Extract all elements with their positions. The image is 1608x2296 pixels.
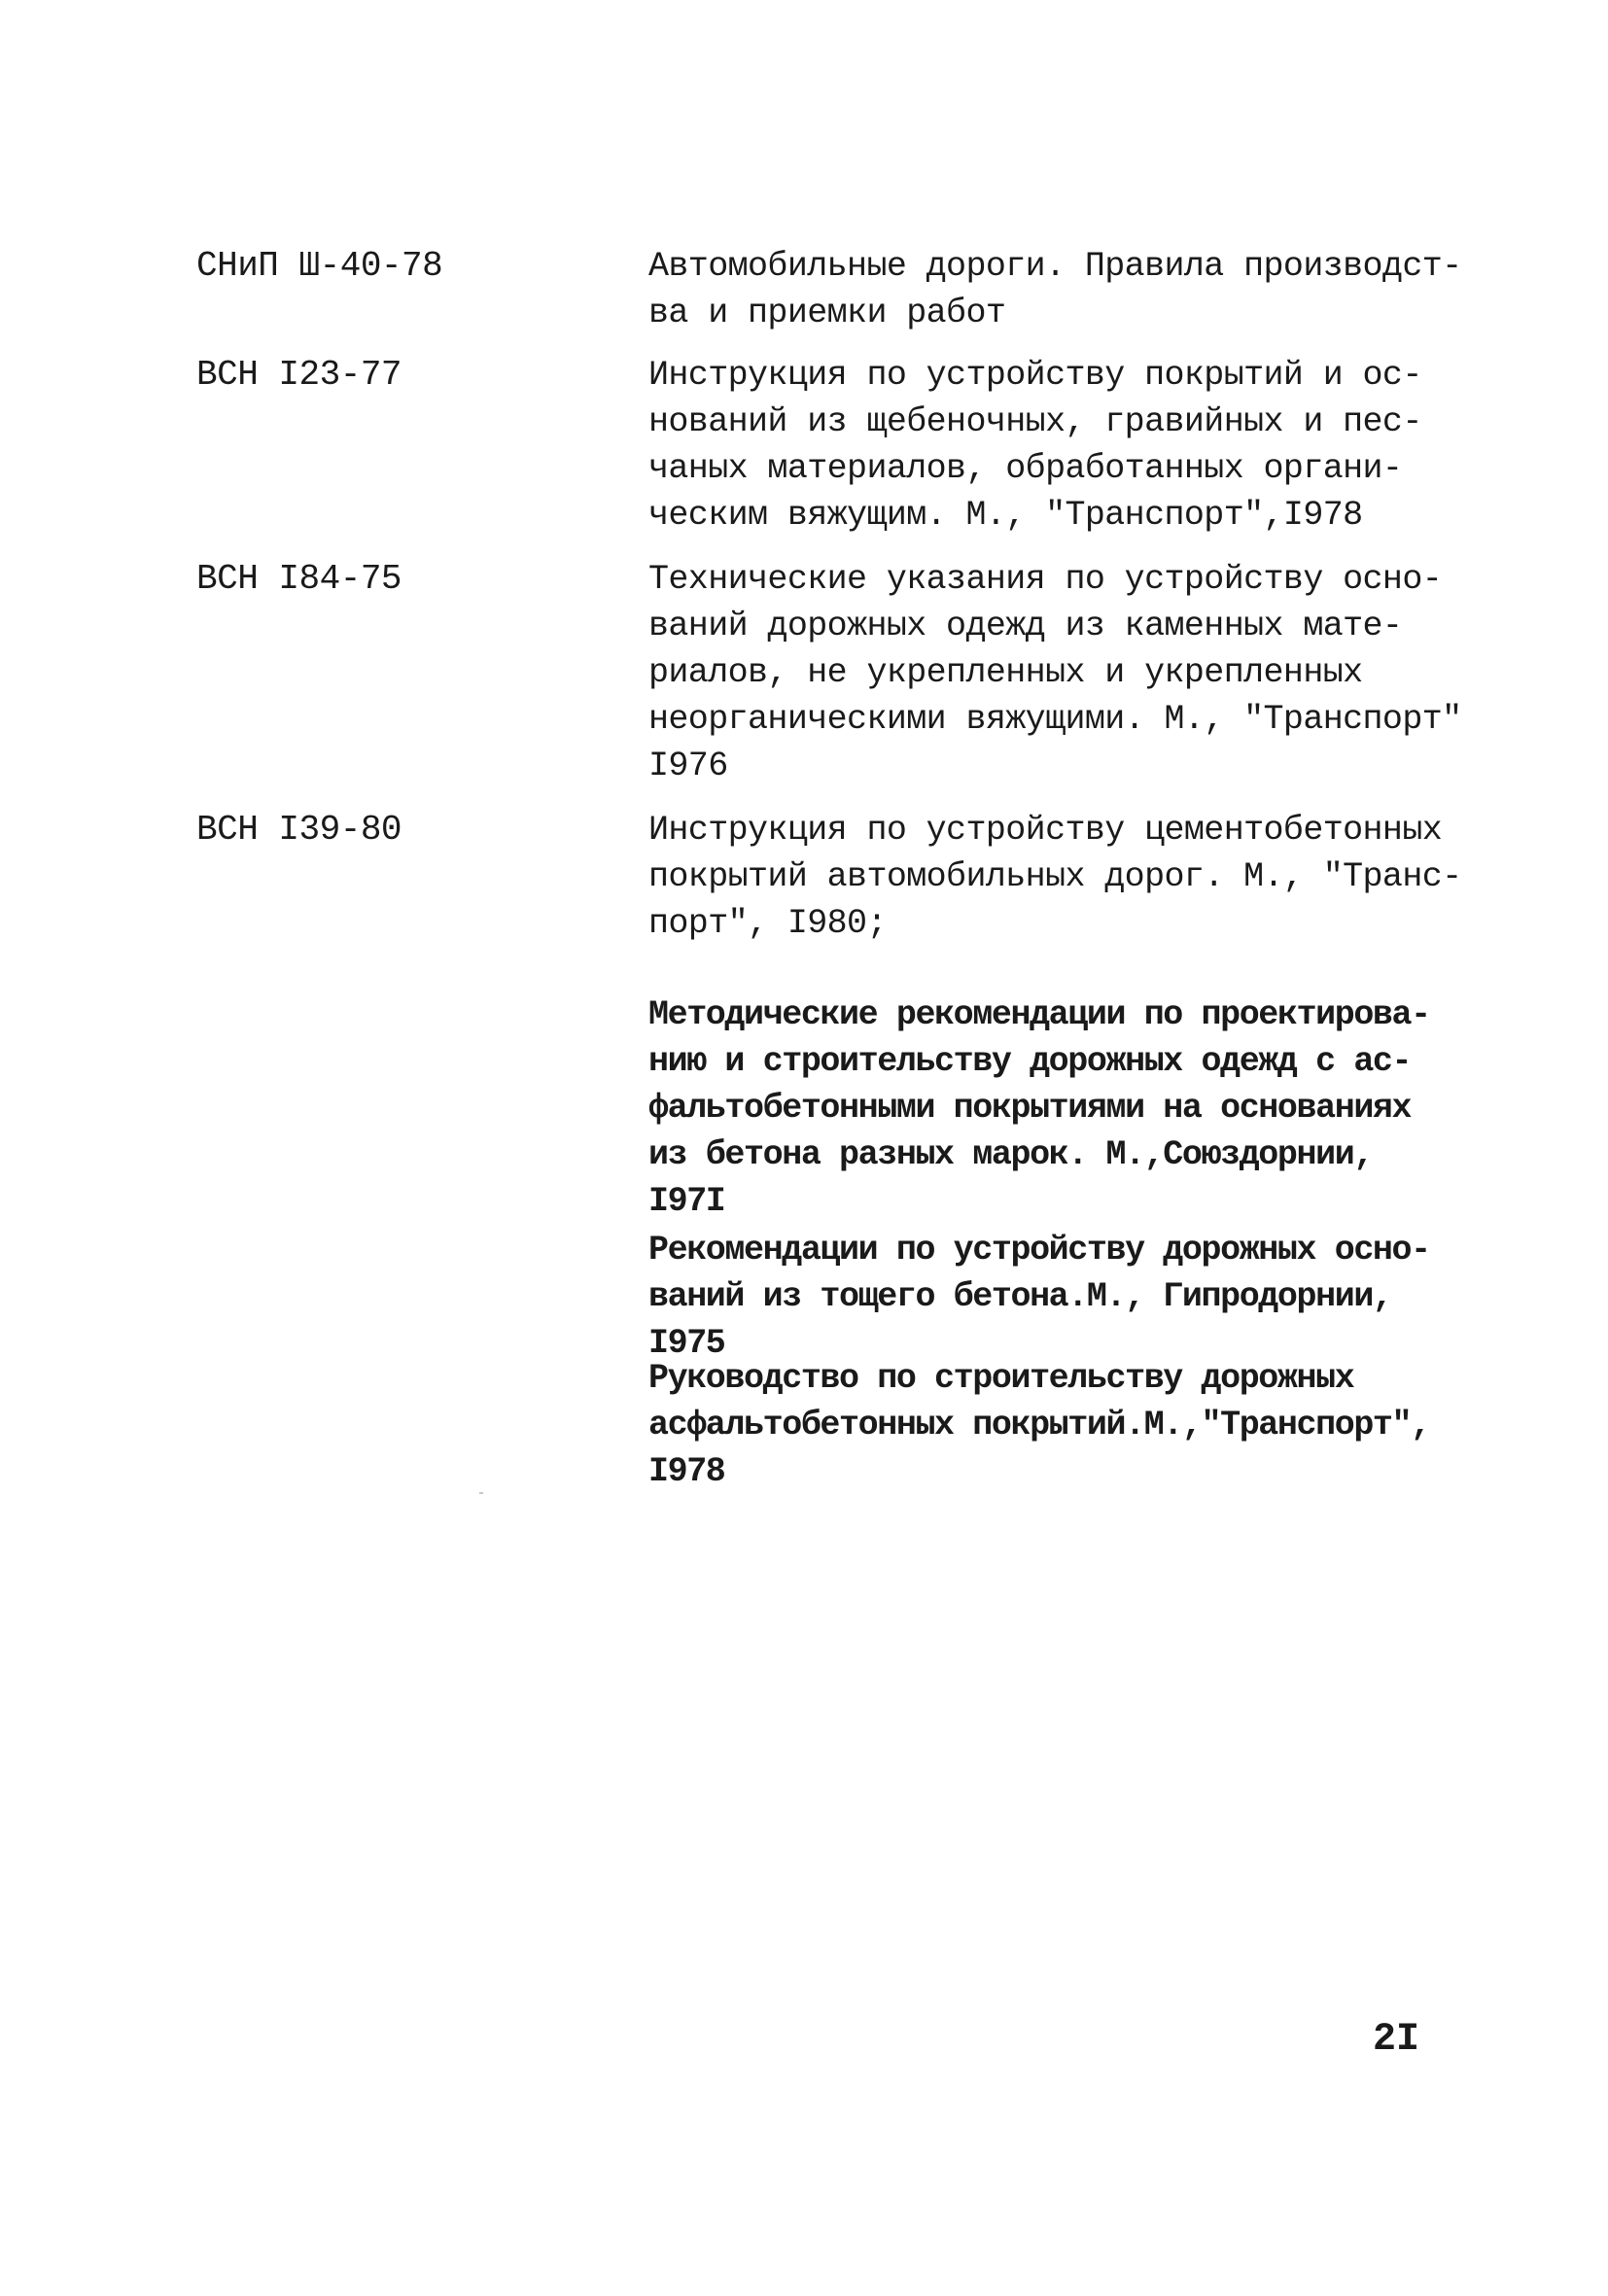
reference-line: ческим вяжущим. М., "Транспорт",I978 <box>648 496 1363 535</box>
reference-line: порт", I980; <box>648 904 887 943</box>
reference-description <box>648 807 1465 947</box>
reference-line: фальтобетонными покрытиями на основаниях <box>648 1089 1412 1128</box>
reference-description <box>648 1227 1465 1367</box>
reference-description <box>648 556 1465 789</box>
reference-code: ВСН I39-80 <box>196 810 402 850</box>
reference-line: Инструкция по устройству покрытий и ос- <box>648 356 1422 395</box>
reference-line: Методические рекомендации по проектирова- <box>648 995 1430 1034</box>
reference-line: Руководство по строительству дорожных <box>648 1359 1354 1398</box>
reference-line: покрытий автомобильных дорог. М., "Транс- <box>648 857 1462 896</box>
reference-description <box>648 1355 1465 1495</box>
scan-speck <box>479 1492 483 1494</box>
reference-line: I978 <box>648 1452 725 1491</box>
reference-code: СНиП Ш-40-78 <box>196 246 443 286</box>
reference-code: ВСН I84-75 <box>196 559 402 599</box>
reference-description <box>648 352 1465 539</box>
page-number: 2I <box>1373 2018 1420 2062</box>
reference-line: Технические указания по устройству осно- <box>648 560 1443 599</box>
reference-line: I976 <box>648 747 728 785</box>
reference-description <box>648 991 1465 1225</box>
reference-line: Рекомендации по устройству дорожных осно- <box>648 1231 1430 1270</box>
reference-line: неорганическими вяжущими. М., "Транспорт" <box>648 700 1462 739</box>
reference-line: из бетона разных марок. М.,Союздорнии, <box>648 1135 1373 1174</box>
reference-line: ваний дорожных одежд из каменных мате- <box>648 607 1403 645</box>
reference-description <box>648 243 1465 336</box>
reference-line: ва и приемки работ <box>648 294 1006 332</box>
reference-line: нований из щебеночных, гравийных и пес- <box>648 402 1422 441</box>
reference-line: асфальтобетонных покрытий.М.,"Транспорт", <box>648 1406 1430 1444</box>
reference-line: ваний из тощего бетона.М., Гипродорнии, <box>648 1277 1392 1316</box>
reference-line: I975 <box>648 1324 725 1363</box>
reference-line: Автомобильные дороги. Правила производст- <box>648 247 1462 286</box>
reference-line: I97I <box>648 1182 725 1221</box>
reference-line: риалов, не укрепленных и укрепленных <box>648 653 1363 692</box>
reference-line: чаных материалов, обработанных органи- <box>648 449 1403 488</box>
reference-code: ВСН I23-77 <box>196 355 402 395</box>
reference-line: Инструкция по устройству цементобетонных <box>648 811 1443 850</box>
reference-line: нию и строительству дорожных одежд с ас- <box>648 1042 1412 1081</box>
